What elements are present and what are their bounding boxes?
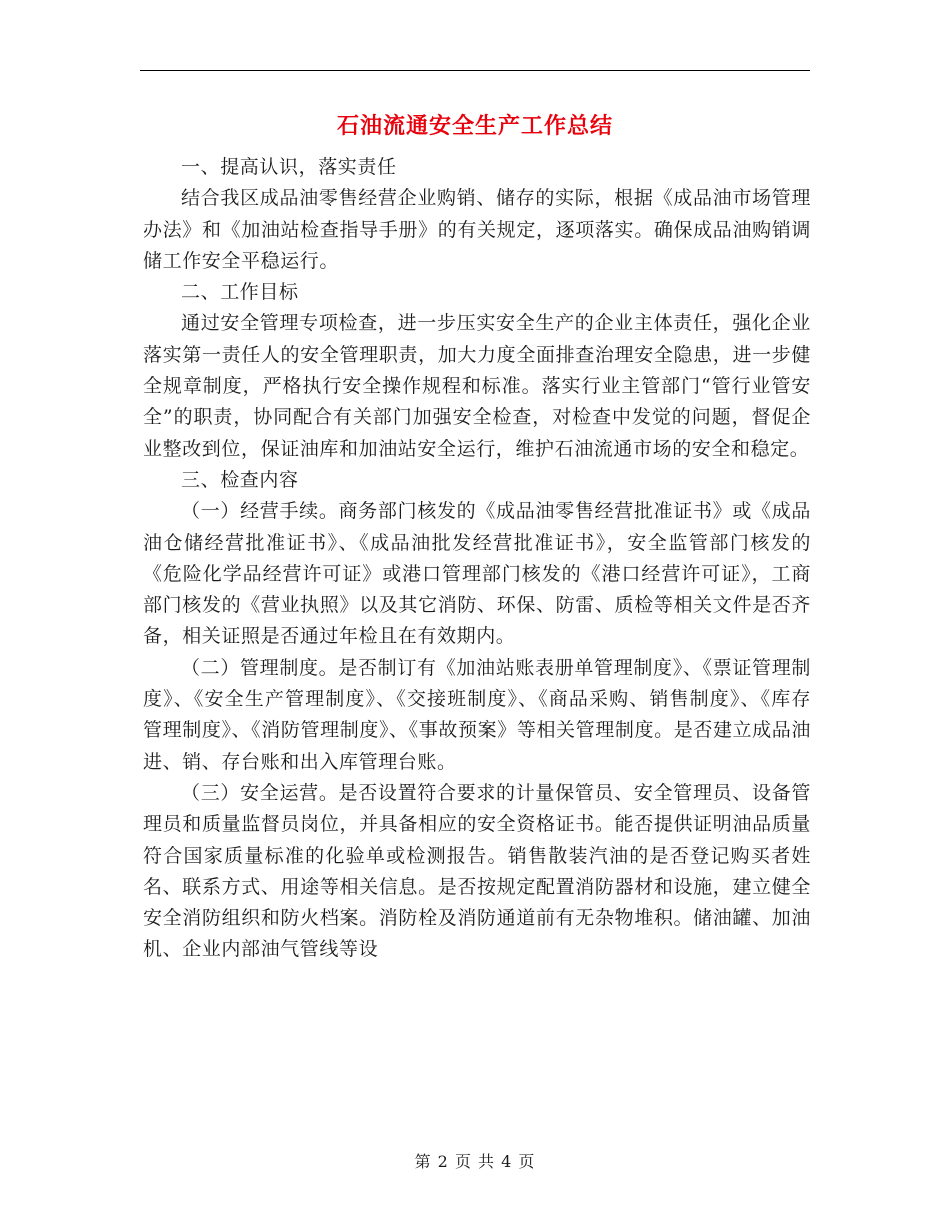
paragraph-1: 结合我区成品油零售经营企业购销、储存的实际，根据《成品油市场管理办法》和《加油站检查指导手册》的有关规定，逐项落实。确保成品油购销调储工作安全平稳运行。 <box>143 187 811 272</box>
paragraph-2: 通过安全管理专项检查，进一步压实安全生产的企业主体责任，强化企业落实第一责任人的安全管理职责，加大力度全面排查治理安全隐患，进一步健全规章制度，严格执行安全操作规程和标准。落实行业主管部门“管行业管安全”的职责，协同配合有关部门加强安全检查，对检查中发觉的问题，督促企业整改到位，保证油库和加油站安全运行，维护石油流通市场的安全和稳定。 <box>143 312 811 460</box>
header-rule <box>140 70 810 71</box>
section-heading-3: 三、检查内容 <box>181 468 299 491</box>
page-number-footer: 第 2 页 共 4 页 <box>414 1152 536 1171</box>
paragraph-3-1: （一）经营手续。商务部门核发的《成品油零售经营批准证书》或《成品油仓储经营批准证书》、《成品油批发经营批准证书》，安全监管部门核发的《危险化学品经营许可证》或港口管理部门核发的《港口经营许可证》，工商部门核发的《营业执照》以及其它消防、环保、防雷、质检等相关文件是否齐备，相关证照是否通过年检且在有效期内。 <box>143 500 811 648</box>
section-heading-2: 二、工作目标 <box>181 281 299 304</box>
page-title: 石油流通安全生产工作总结 <box>336 113 613 139</box>
section-heading-1: 一、提高认识，落实责任 <box>181 156 397 178</box>
document-body <box>143 152 811 966</box>
paragraph-3-2: （二）管理制度。是否制订有《加油站账表册单管理制度》、《票证管理制度》、《安全生产管理制度》、《交接班制度》、《商品采购、销售制度》、《库存管理制度》、《消防管理制度》、《事故预案》等相关管理制度。是否建立成品油进、销、存台账和出入库管理台账。 <box>143 656 811 773</box>
paragraph-3-3: （三）安全运营。是否设置符合要求的计量保管员、安全管理员、设备管理员和质量监督员岗位，并具备相应的安全资格证书。能否提供证明油品质量符合国家质量标准的化验单或检测报告。销售散装汽油的是否登记购买者姓名、联系方式、用途等相关信息。是否按规定配置消防器材和设施，建立健全安全消防组织和防火档案。消防栓及消防通道前有无杂物堆积。储油罐、加油机、企业内部油气管线等设 <box>143 781 811 961</box>
